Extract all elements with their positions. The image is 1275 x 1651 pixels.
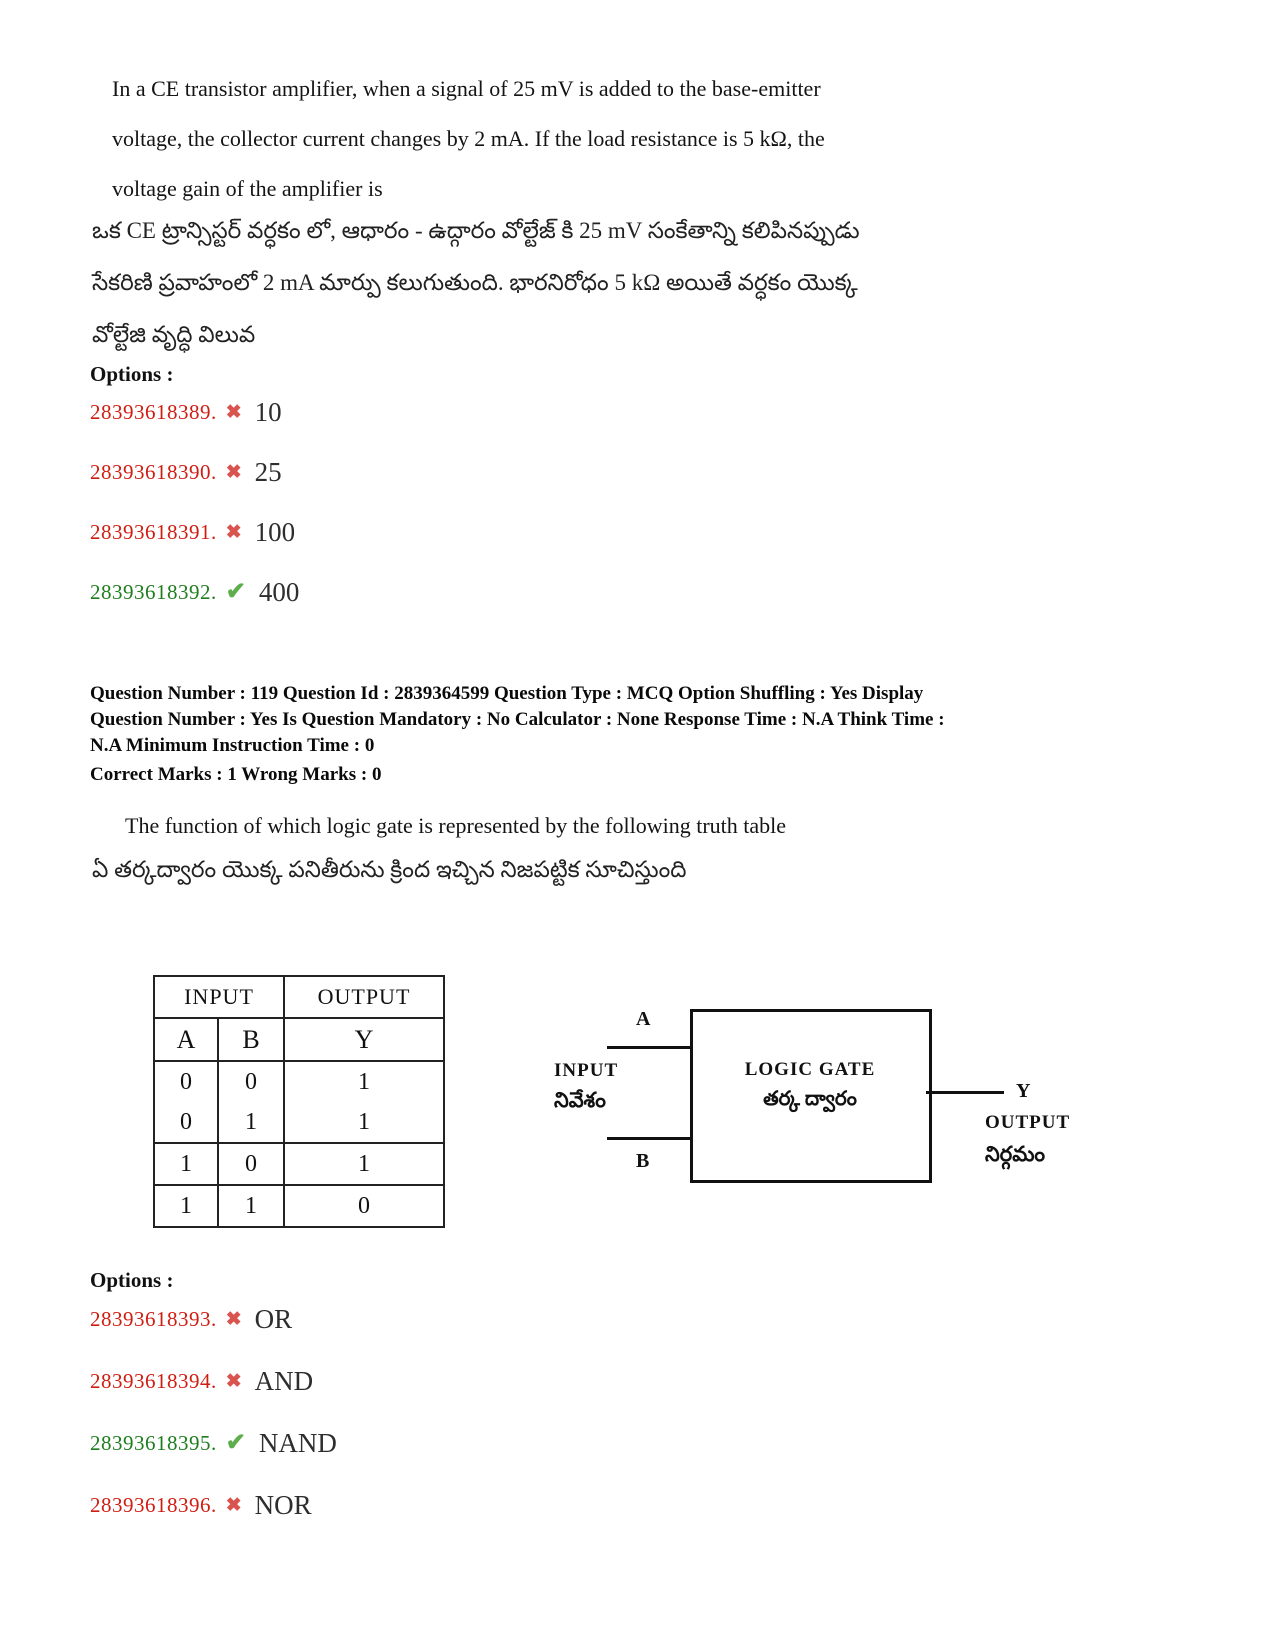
- question-line: వోల్టేజి వృద్ధి విలువ: [92, 322, 256, 347]
- truth-table-header-row: [154, 976, 444, 1018]
- marks-line: Correct Marks : 1 Wrong Marks : 0: [90, 764, 382, 785]
- option-value: AND: [254, 1365, 314, 1396]
- cell-y: 1: [284, 1143, 444, 1185]
- option-value: NAND: [258, 1427, 337, 1458]
- truth-table-row: [154, 1143, 444, 1185]
- correct-check-icon: [226, 580, 246, 604]
- option-row: [90, 1488, 312, 1522]
- cell-y: 1: [284, 1061, 444, 1102]
- question-118-telugu: [92, 205, 860, 361]
- truth-table-column-row: [154, 1018, 444, 1061]
- column-y-cell: Y: [284, 1018, 444, 1061]
- cell-b: 1: [218, 1102, 284, 1143]
- option-row: [90, 395, 282, 429]
- input-a-wire: [607, 1046, 693, 1049]
- question-line: voltage gain of the amplifier is: [112, 176, 383, 201]
- metadata-line: Question Number : Yes Is Question Mandatory : No Calculator : None Response Time : N.A Think Time :: [90, 709, 945, 730]
- wrong-cross-icon: [226, 403, 242, 422]
- cell-y: 1: [284, 1102, 444, 1143]
- option-value: 10: [254, 396, 282, 427]
- option-id: 28393618395.: [90, 1430, 217, 1455]
- question-line: In a CE transistor amplifier, when a signal of 25 mV is added to the base-emitter: [112, 76, 821, 101]
- options-label: Options :: [90, 1268, 174, 1292]
- wrong-cross-icon: [226, 1372, 242, 1391]
- truth-table-row: [154, 1102, 444, 1143]
- metadata-line: Question Number : 119 Question Id : 2839364599 Question Type : MCQ Option Shuffling : Yes Display: [90, 683, 924, 704]
- option-value: 400: [258, 576, 300, 607]
- option-row: [90, 455, 282, 489]
- question-118-english: [112, 64, 825, 214]
- cell-a: 1: [154, 1143, 218, 1185]
- option-id: 28393618391.: [90, 519, 217, 544]
- cell-y: 0: [284, 1185, 444, 1227]
- logic-gate-label-telugu: తర్క ద్వారం: [763, 1088, 857, 1110]
- option-value: OR: [254, 1303, 293, 1334]
- option-id: 28393618393.: [90, 1306, 217, 1331]
- cell-b: 0: [218, 1143, 284, 1185]
- logic-gate-label-english: LOGIC GATE: [744, 1059, 876, 1080]
- question-line: voltage, the collector current changes by 2 mA. If the load resistance is 5 kΩ, the: [112, 126, 825, 151]
- wrong-cross-icon: [226, 1496, 242, 1515]
- column-b-cell: B: [218, 1018, 284, 1061]
- option-row: [90, 575, 299, 609]
- option-id: 28393618392.: [90, 579, 217, 604]
- correct-check-icon: [226, 1431, 246, 1455]
- output-y-wire: [926, 1091, 1004, 1094]
- option-value: 100: [254, 516, 296, 547]
- input-b-label: B: [636, 1150, 650, 1172]
- question-119-english: The function of which logic gate is represented by the following truth table: [125, 813, 787, 838]
- input-a-label: A: [636, 1008, 651, 1030]
- cell-a: 0: [154, 1061, 218, 1102]
- wrong-cross-icon: [226, 523, 242, 542]
- option-row: [90, 515, 295, 549]
- cell-a: 0: [154, 1102, 218, 1143]
- output-y-label: Y: [1016, 1080, 1031, 1102]
- option-value: NOR: [254, 1489, 312, 1520]
- option-value: 25: [254, 456, 282, 487]
- output-label: OUTPUT: [985, 1112, 1071, 1133]
- wrong-cross-icon: [226, 463, 242, 482]
- cell-b: 1: [218, 1185, 284, 1227]
- column-a-cell: A: [154, 1018, 218, 1061]
- question-line: సేకరిణి ప్రవాహంలో 2 mA మార్పు కలుగుతుంది. భారనిరోధం 5 kΩ అయితే వర్ధకం యొక్క: [92, 270, 858, 295]
- wrong-cross-icon: [226, 1310, 242, 1329]
- truth-table-row: [154, 1185, 444, 1227]
- output-label-telugu: నిర్గమం: [985, 1142, 1046, 1166]
- input-b-wire: [607, 1137, 693, 1140]
- logic-gate-box-label: [690, 1059, 930, 1115]
- truth-table: [153, 975, 445, 1228]
- input-label: INPUT: [554, 1060, 619, 1081]
- truth-table-row: [154, 1061, 444, 1102]
- logic-gate-diagram: [540, 950, 1140, 1195]
- option-row: [90, 1426, 337, 1460]
- output-header-cell: OUTPUT: [284, 976, 444, 1018]
- question-119-metadata: [90, 681, 945, 759]
- option-id: 28393618390.: [90, 459, 217, 484]
- option-id: 28393618396.: [90, 1492, 217, 1517]
- option-row: [90, 1302, 292, 1336]
- input-label-telugu: నివేశం: [554, 1088, 606, 1112]
- cell-b: 0: [218, 1061, 284, 1102]
- option-id: 28393618389.: [90, 399, 217, 424]
- option-id: 28393618394.: [90, 1368, 217, 1393]
- question-119-telugu: ఏ తర్కద్వారం యొక్క పనితీరును క్రింద ఇచ్చిన నిజపట్టిక సూచిస్తుంది: [92, 857, 687, 882]
- options-label: Options :: [90, 362, 174, 386]
- metadata-line: N.A Minimum Instruction Time : 0: [90, 735, 375, 756]
- cell-a: 1: [154, 1185, 218, 1227]
- option-row: [90, 1364, 313, 1398]
- question-line: ఒక CE ట్రాన్సిస్టర్ వర్ధకం లో, ఆధారం - ఉద్గారం వోల్టేజ్ కి 25 mV సంకేతాన్ని కలిపినప్పుడు: [92, 218, 860, 243]
- input-header-cell: INPUT: [154, 976, 284, 1018]
